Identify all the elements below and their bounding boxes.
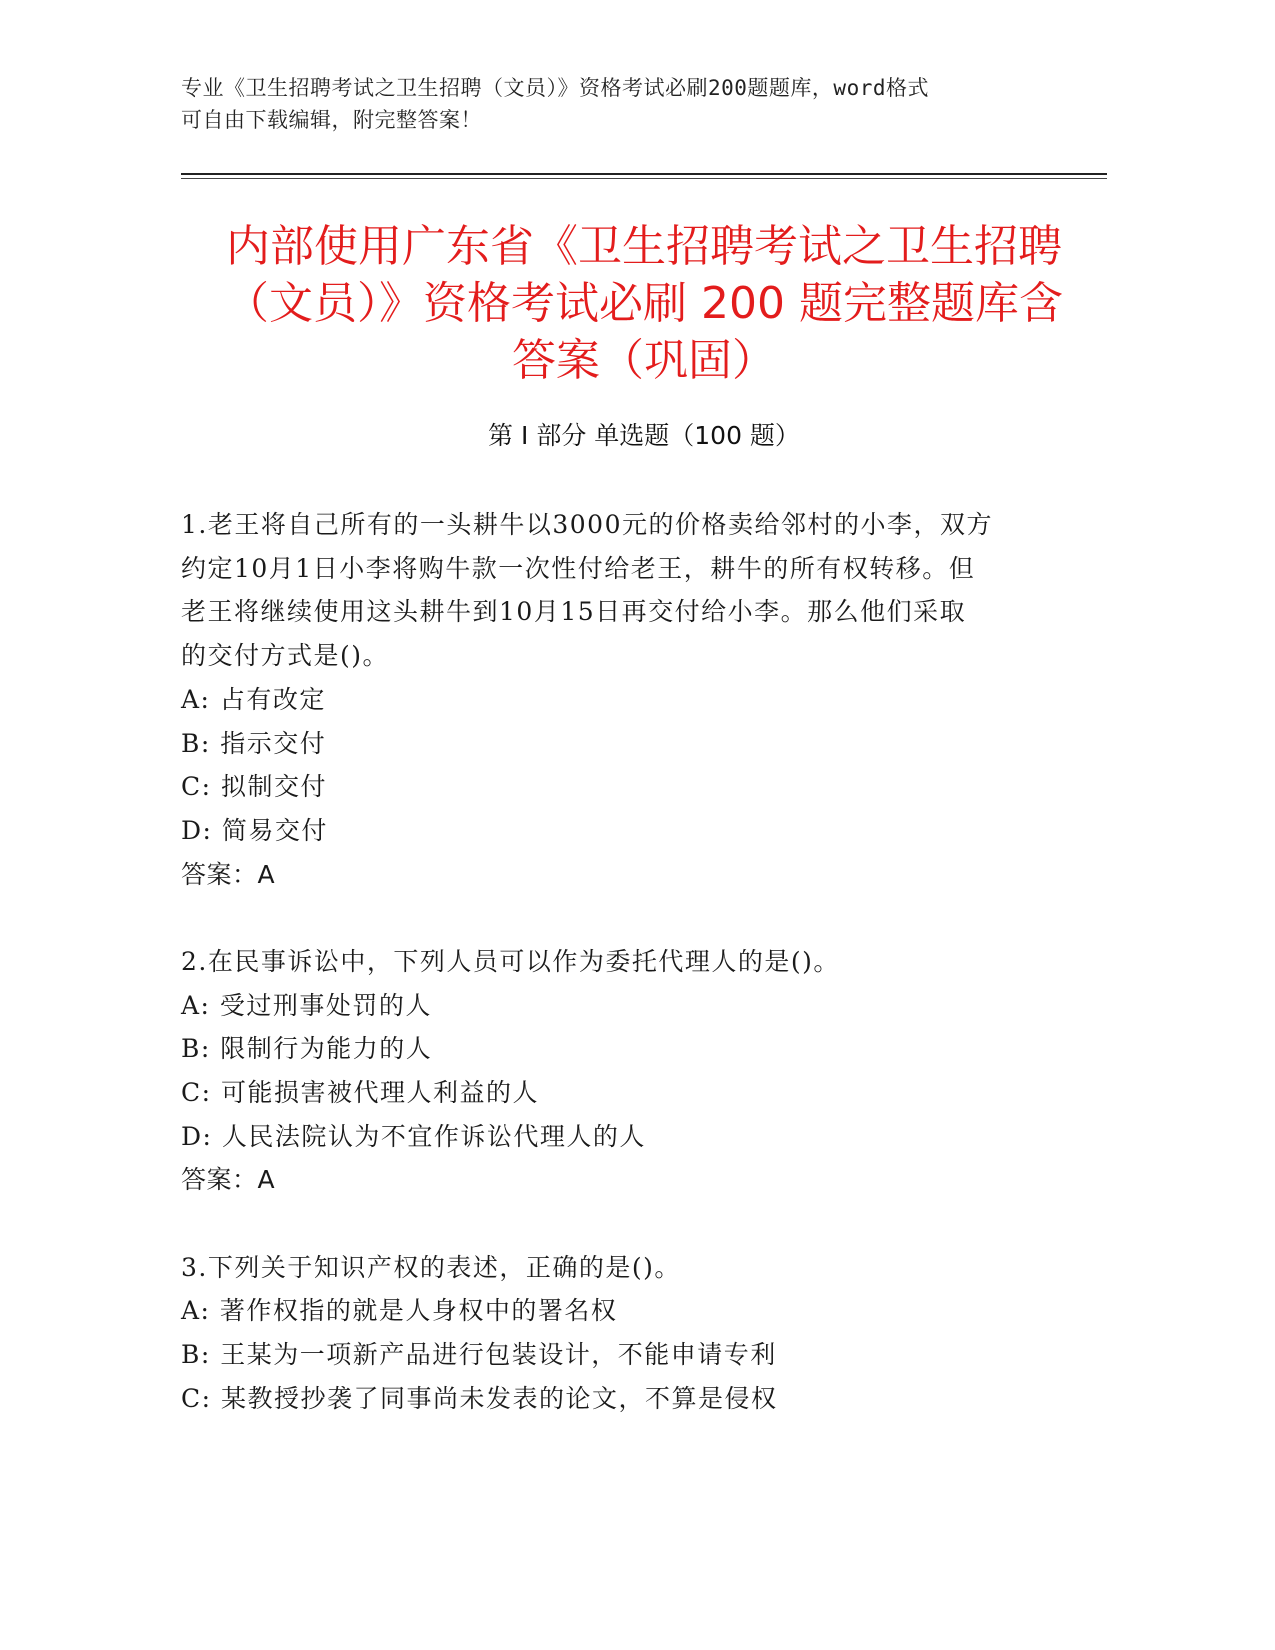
question-stem-line: 3.下列关于知识产权的表述，正确的是()。 — [181, 1252, 681, 1282]
header-note-line: 专业《卫生招聘考试之卫生招聘（文员）》资格考试必刷200题题库，word格式 — [181, 76, 929, 100]
question-stem-line: 2.在民事诉讼中，下列人员可以作为委托代理人的是()。 — [181, 946, 840, 976]
question-2 — [181, 940, 1061, 1202]
title-line: 答案（巩固） — [512, 335, 776, 386]
option-d: D: 简易交付 — [181, 815, 328, 845]
question-stem-line: 1.老王将自己所有的一头耕牛以3000元的价格卖给邻村的小李，双方 — [181, 510, 993, 539]
header-divider-thin — [181, 178, 1107, 179]
section-heading: 第 I 部分 单选题（100 题） — [488, 421, 800, 450]
option-a: A: 著作权指的就是人身权中的署名权 — [181, 1296, 618, 1326]
answer-line: 答案：A — [181, 1165, 276, 1195]
option-b: B: 限制行为能力的人 — [181, 1034, 433, 1064]
title-line: 内部使用广东省《卫生招聘考试之卫生招聘 — [226, 221, 1062, 272]
header-note — [181, 72, 1061, 136]
question-3 — [181, 1246, 1061, 1421]
option-a: A: 占有改定 — [181, 684, 326, 714]
header-divider-thick — [181, 173, 1107, 175]
option-a: A: 受过刑事处罚的人 — [181, 990, 432, 1020]
option-b: B: 王某为一项新产品进行包装设计，不能申请专利 — [181, 1339, 777, 1369]
option-d: D: 人民法院认为不宜作诉讼代理人的人 — [181, 1121, 646, 1151]
question-stem-line: 约定10月1日小李将购牛款一次性付给老王，耕牛的所有权转移。但 — [181, 553, 976, 583]
title-line: （文员）》资格考试必刷 200 题完整题库含 — [225, 278, 1063, 329]
question-1 — [181, 503, 1061, 896]
option-b: B: 指示交付 — [181, 728, 327, 758]
question-stem-line: 的交付方式是()。 — [181, 641, 390, 671]
option-c: C: 某教授抄袭了同事尚未发表的论文，不算是侵权 — [181, 1383, 778, 1413]
document-title — [181, 218, 1107, 389]
question-list — [181, 503, 1061, 1464]
header-note-line: 可自由下载编辑，附完整答案！ — [181, 108, 482, 132]
option-c: C: 拟制交付 — [181, 772, 327, 802]
question-stem-line: 老王将继续使用这头耕牛到10月15日再交付给小李。那么他们采取 — [181, 597, 967, 627]
answer-line: 答案：A — [181, 859, 276, 889]
option-c: C: 可能损害被代理人利益的人 — [181, 1077, 539, 1107]
